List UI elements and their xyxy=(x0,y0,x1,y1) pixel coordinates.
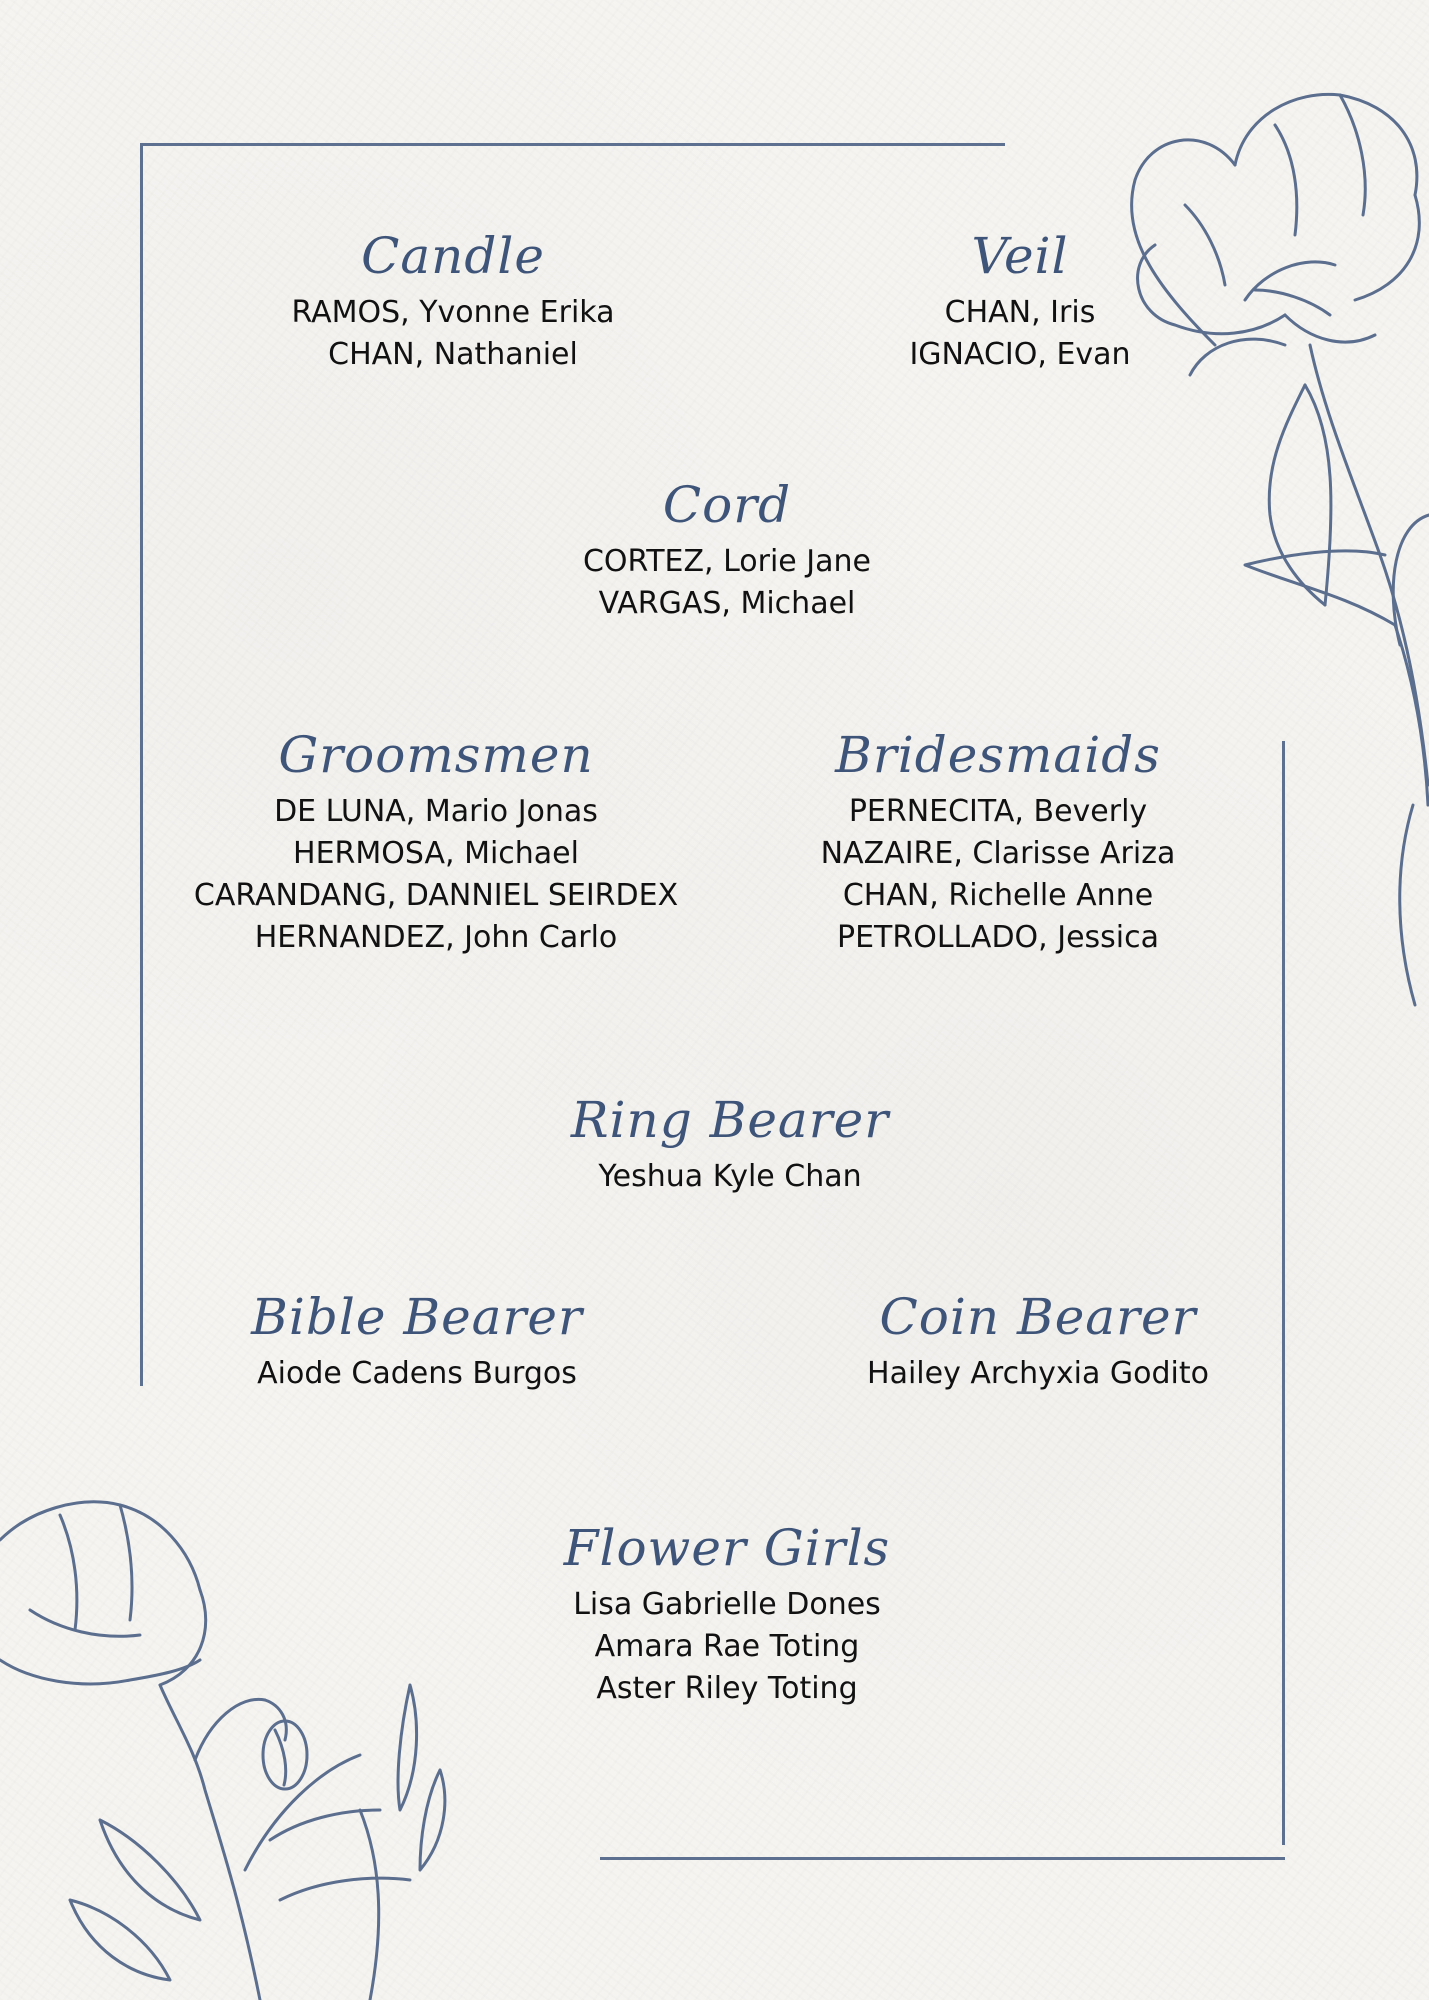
section-title: Candle xyxy=(361,227,545,285)
list-item: RAMOS, Yvonne Erika xyxy=(291,295,615,330)
section-title: Coin Bearer xyxy=(879,1288,1197,1346)
flower-illustration-bottom-left-icon xyxy=(0,1480,520,2000)
list-item: CHAN, Iris xyxy=(944,295,1096,330)
list-item: NAZAIRE, Clarisse Ariza xyxy=(820,836,1176,871)
list-item: Lisa Gabrielle Dones xyxy=(573,1587,881,1622)
section-candle xyxy=(193,224,713,376)
section-title: Veil xyxy=(971,227,1069,285)
section-flower-girls xyxy=(467,1516,987,1710)
list-item: PERNECITA, Beverly xyxy=(848,794,1148,829)
section-title: Ring Bearer xyxy=(570,1091,890,1149)
section-cord xyxy=(467,473,987,625)
list-item: CHAN, Richelle Anne xyxy=(842,878,1154,913)
section-bridesmaids xyxy=(738,723,1258,959)
section-coin-bearer xyxy=(778,1285,1298,1395)
list-item: CARANDANG, DANNIEL SEIRDEX xyxy=(193,878,679,913)
list-item: VARGAS, Michael xyxy=(598,586,856,621)
list-item: IGNACIO, Evan xyxy=(909,337,1131,372)
list-item: Yeshua Kyle Chan xyxy=(598,1159,862,1194)
section-title: Cord xyxy=(662,476,792,534)
list-item: Aster Riley Toting xyxy=(596,1671,858,1706)
list-item: Aiode Cadens Burgos xyxy=(257,1356,577,1391)
section-title: Groomsmen xyxy=(278,726,594,784)
frame-left-line xyxy=(140,143,143,1386)
list-item: DE LUNA, Mario Jonas xyxy=(274,794,598,829)
section-title: Bridesmaids xyxy=(835,726,1161,784)
section-bible-bearer xyxy=(157,1285,677,1395)
section-title: Flower Girls xyxy=(563,1519,891,1577)
list-item: CHAN, Nathaniel xyxy=(328,337,578,372)
frame-top-line xyxy=(140,143,1005,146)
list-item: Amara Rae Toting xyxy=(594,1629,860,1664)
list-item: Hailey Archyxia Godito xyxy=(867,1356,1209,1391)
section-groomsmen xyxy=(176,723,696,959)
frame-bottom-line xyxy=(600,1857,1285,1860)
list-item: HERMOSA, Michael xyxy=(293,836,579,871)
section-veil xyxy=(760,224,1280,376)
section-ring-bearer xyxy=(470,1088,990,1198)
list-item: CORTEZ, Lorie Jane xyxy=(582,544,872,579)
section-title: Bible Bearer xyxy=(251,1288,583,1346)
list-item: HERNANDEZ, John Carlo xyxy=(254,920,618,955)
list-item: PETROLLADO, Jessica xyxy=(836,920,1160,955)
